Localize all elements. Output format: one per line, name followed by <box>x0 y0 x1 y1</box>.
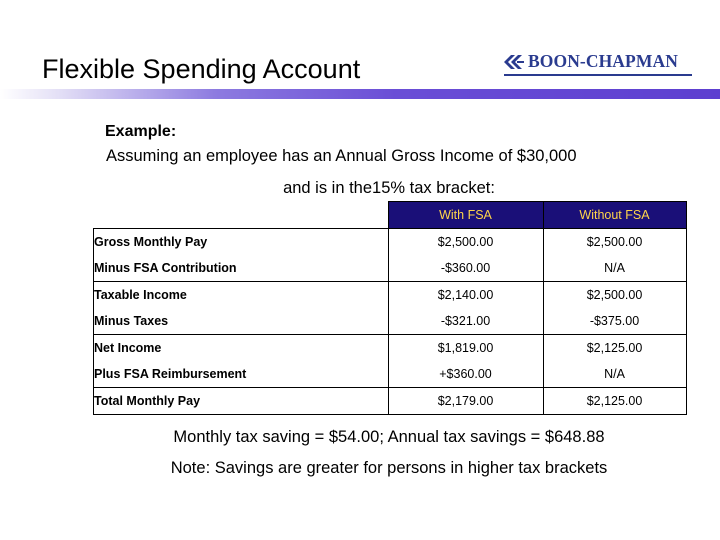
row-label: Total Monthly Pay <box>94 388 389 415</box>
logo-underline <box>504 74 692 76</box>
table-row <box>94 335 687 362</box>
header-blank-cell <box>94 202 389 229</box>
table-header-row <box>94 202 687 229</box>
logo-chevrons-icon <box>504 55 524 69</box>
slide-title: Flexible Spending Account <box>42 54 361 84</box>
logo-text: BOON-CHAPMAN <box>528 51 678 71</box>
row-label: Net Income <box>94 335 389 362</box>
header-without-fsa: Without FSA <box>543 202 686 229</box>
example-label: Example: <box>105 123 177 140</box>
row-label: Taxable Income <box>94 282 389 309</box>
fsa-comparison-table <box>93 201 687 415</box>
header-with-fsa: With FSA <box>388 202 543 229</box>
with-fsa-value: -$360.00 <box>388 255 543 282</box>
row-label: Minus Taxes <box>94 308 389 335</box>
with-fsa-value: -$321.00 <box>388 308 543 335</box>
with-fsa-value: +$360.00 <box>388 361 543 388</box>
with-fsa-value: $2,500.00 <box>388 229 543 256</box>
savings-summary: Monthly tax saving = $54.00; Annual tax savings = $648.88 <box>173 428 605 446</box>
table-row <box>94 388 687 415</box>
with-fsa-value: $2,179.00 <box>388 388 543 415</box>
with-fsa-value: $2,140.00 <box>388 282 543 309</box>
table-row <box>94 255 687 282</box>
with-fsa-value: $1,819.00 <box>388 335 543 362</box>
row-label: Gross Monthly Pay <box>94 229 389 256</box>
row-label: Plus FSA Reimbursement <box>94 361 389 388</box>
table-row <box>94 282 687 309</box>
without-fsa-value: $2,500.00 <box>543 229 686 256</box>
example-text-line2: and is in the15% tax bracket: <box>283 179 495 197</box>
without-fsa-value: N/A <box>543 361 686 388</box>
without-fsa-value: $2,125.00 <box>543 388 686 415</box>
table-row <box>94 229 687 256</box>
company-logo <box>504 51 678 72</box>
without-fsa-value: $2,500.00 <box>543 282 686 309</box>
row-label: Minus FSA Contribution <box>94 255 389 282</box>
without-fsa-value: N/A <box>543 255 686 282</box>
without-fsa-value: -$375.00 <box>543 308 686 335</box>
without-fsa-value: $2,125.00 <box>543 335 686 362</box>
title-accent-bar <box>0 89 720 99</box>
example-text-line1: Assuming an employee has an Annual Gross Income of $30,000 <box>106 147 577 165</box>
table-row <box>94 361 687 388</box>
savings-note: Note: Savings are greater for persons in higher tax brackets <box>170 459 608 477</box>
table-row <box>94 308 687 335</box>
